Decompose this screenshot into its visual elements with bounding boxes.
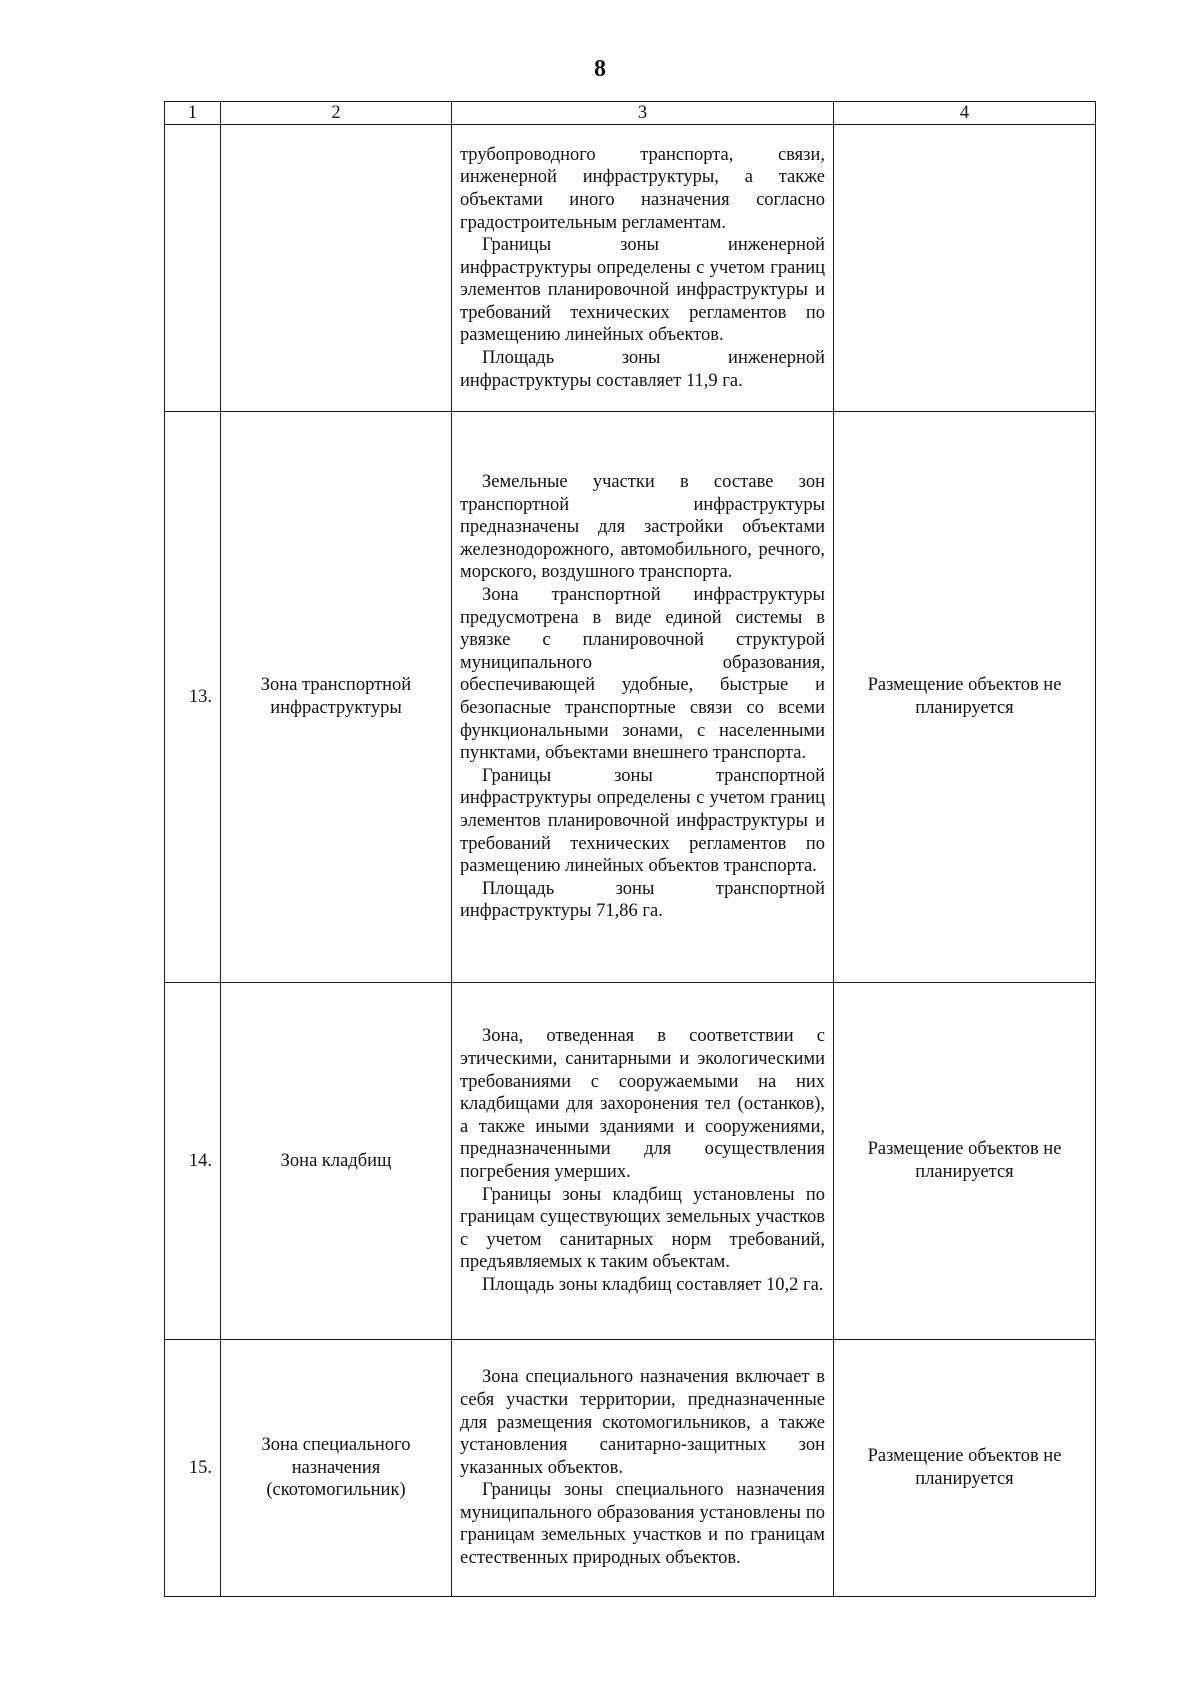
zone-note: Размещение объектов не планируется	[834, 1340, 1096, 1597]
zone-name: Зона транспортной инфраструктуры	[221, 412, 452, 983]
zone-name: Зона специального назначения (скотомогильник)	[221, 1340, 452, 1597]
row-number	[165, 125, 221, 412]
description-paragraph: трубопроводного транспорта, связи, инженерной инфраструктуры, а также объектами иного назначения согласно градостроительным регламентам.	[460, 144, 825, 233]
row-number: 13.	[165, 412, 221, 983]
row-number: 15.	[165, 1340, 221, 1597]
zone-description	[452, 983, 834, 1340]
header-col-2: 2	[221, 102, 452, 125]
zone-description	[452, 125, 834, 412]
zone-name: Зона кладбищ	[221, 983, 452, 1340]
description-paragraph: Зона, отведенная в соответствии с этическими, санитарными и экологическими требованиями с сооружаемыми на них кладбищами для захоронения тел (останков), а также иными зданиями и сооружениями, предназначенными для осуществления погребения умерших.	[460, 1026, 825, 1182]
description-paragraph: Зона транспортной инфраструктуры предусмотрена в виде единой системы в увязке с планировочной структурой муниципального образования, обеспечивающей удобные, быстрые и безопасные транспортные связи со всеми функциональными зонами, с населенными пунктами, объектами внешнего транспорта.	[460, 585, 825, 764]
description-paragraph: Земельные участки в составе зон транспортной инфраструктуры предназначены для застройки объектами железнодорожного, автомобильного, речного, морского, воздушного транспорта.	[460, 472, 825, 583]
table-row	[165, 412, 1096, 983]
header-row	[165, 102, 1096, 125]
description-paragraph: Границы зоны инженерной инфраструктуры определены с учетом границ элементов планировочной инфраструктуры и требований технических регламентов по размещению линейных объектов.	[460, 235, 825, 346]
zone-description	[452, 1340, 834, 1597]
zone-name	[221, 125, 452, 412]
table-row	[165, 125, 1096, 412]
zone-description	[452, 412, 834, 983]
table-row	[165, 1340, 1096, 1597]
zone-note: Размещение объектов не планируется	[834, 412, 1096, 983]
description-paragraph: Площадь зоны кладбищ составляет 10,2 га.	[482, 1274, 824, 1295]
description-paragraph: Площадь зоны инженерной инфраструктуры составляет 11,9 га.	[460, 348, 825, 391]
description-paragraph: Зона специального назначения включает в себя участки территории, предназначенные для размещения скотомогильников, а также установления санитарно-защитных зон указанных объектов.	[460, 1367, 825, 1478]
header-col-3: 3	[452, 102, 834, 125]
page-number: 8	[594, 56, 606, 82]
zone-note	[834, 125, 1096, 412]
row-number: 14.	[165, 983, 221, 1340]
description-paragraph: Границы зоны кладбищ установлены по границам существующих земельных участков с учетом санитарных норм требований, предъявляемых к таким объектам.	[460, 1184, 825, 1273]
table-row	[165, 983, 1096, 1340]
description-paragraph: Площадь зоны транспортной инфраструктуры 71,86 га.	[460, 878, 825, 922]
description-paragraph: Границы зоны транспортной инфраструктуры определены с учетом границ элементов планировочной инфраструктуры и требований технических регламентов по размещению линейных объектов транспорта.	[460, 765, 825, 877]
description-paragraph: Границы зоны специального назначения муниципального образования установлены по границам земельных участков и по границам естественных природных объектов.	[460, 1480, 825, 1569]
zone-note: Размещение объектов не планируется	[834, 983, 1096, 1340]
header-col-1: 1	[165, 102, 221, 125]
header-col-4: 4	[834, 102, 1096, 125]
zones-table	[164, 101, 1096, 1597]
